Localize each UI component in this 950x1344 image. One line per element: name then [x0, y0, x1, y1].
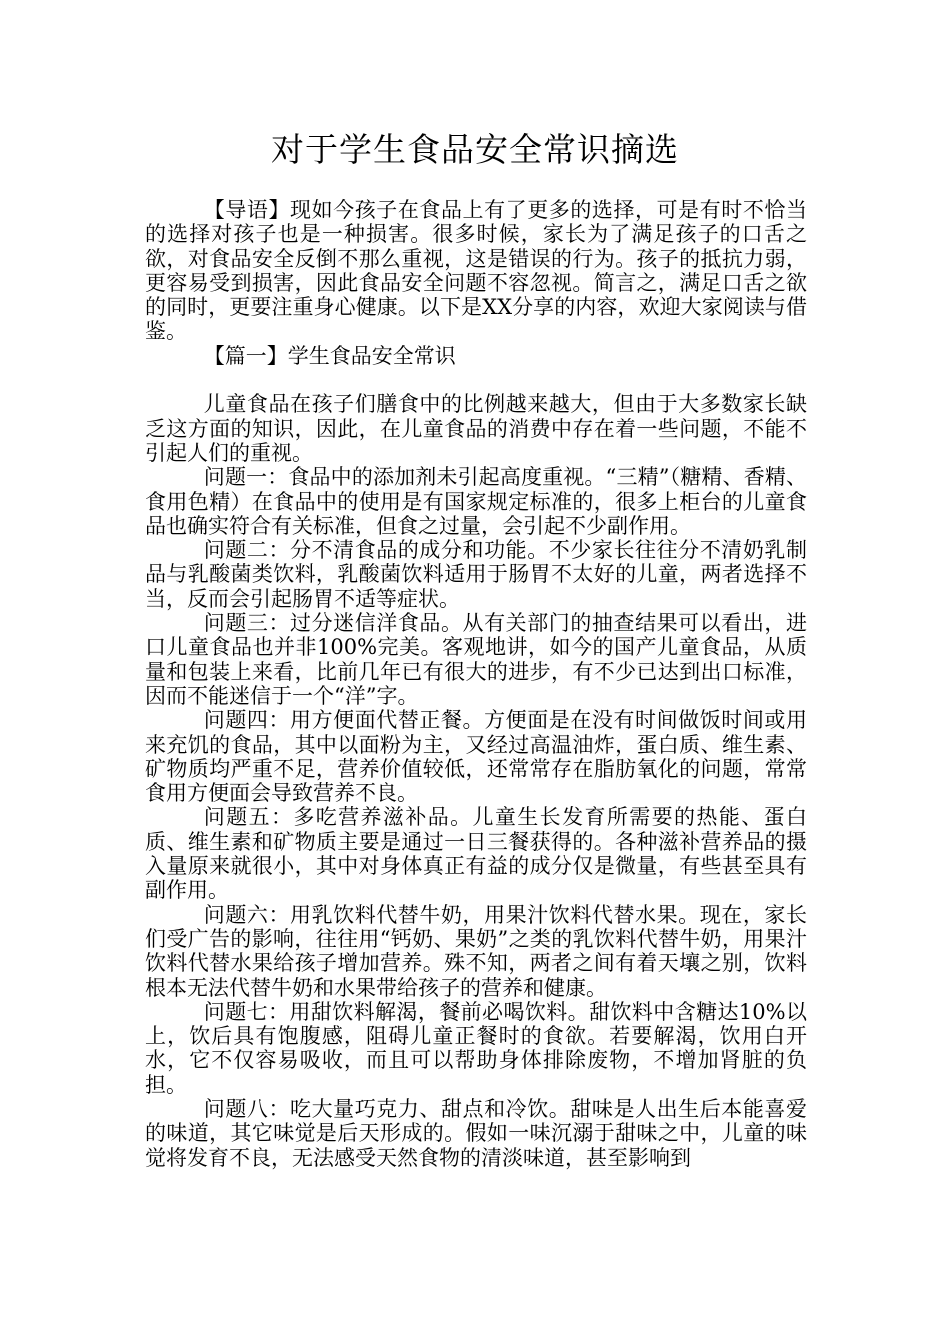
body-paragraph: 问题八：吃大量巧克力、甜点和冷饮。甜味是人出生后本能喜爱的味道，其它味觉是后天形成的。假如一味沉溺于甜味之中，儿童的味觉将发育不良，无法感受天然食物的清淡味道，甚至影响到: [145, 1096, 807, 1170]
body-paragraph: 问题五：多吃营养滋补品。儿童生长发育所需要的热能、蛋白质、维生素和矿物质主要是通过一日三餐获得的。各种滋补营养品的摄入量原来就很小，其中对身体真正有益的成分仅是微量，有些甚至具有副作用。: [145, 805, 807, 903]
document-body: [145, 198, 807, 1170]
body-paragraph: 问题三：过分迷信洋食品。从有关部门的抽查结果可以看出，进口儿童食品也并非100%完美。客观地讲，如今的国产儿童食品，从质量和包装上来看，比前几年已有很大的进步，有不少已达到出口标准，因而不能迷信于一个“洋”字。: [145, 611, 807, 708]
body-paragraph: 问题六：用乳饮料代替牛奶，用果汁饮料代替水果。现在，家长们受广告的影响，往往用“钙奶、果奶”之类的乳饮料代替牛奶，用果汁饮料代替水果给孩子增加营养。殊不知，两者之间有着天壤之别，饮料根本无法代替牛奶和水果带给孩子的营养和健康。: [145, 902, 807, 1000]
body-paragraph: 问题七：用甜饮料解渴，餐前必喝饮料。甜饮料中含糖达10%以上，饮后具有饱腹感，阻碍儿童正餐时的食欲。若要解渴，饮用白开水，它不仅容易吸收，而且可以帮助身体排除废物，不增加肾脏的负担。: [145, 999, 807, 1097]
blank-line: [145, 368, 807, 392]
body-paragraph: 儿童食品在孩子们膳食中的比例越来越大，但由于大多数家长缺乏这方面的知识，因此，在儿童食品的消费中存在着一些问题，不能不引起人们的重视。: [145, 392, 807, 465]
section-heading: 【篇一】学生食品安全常识: [203, 343, 456, 368]
body-paragraph: 问题二：分不清食品的成分和功能。不少家长往往分不清奶乳制品与乳酸菌类饮料，乳酸菌饮料适用于肠胃不太好的儿童，两者选择不当，反而会引起肠胃不适等症状。: [145, 538, 807, 611]
intro-paragraph: 【导语】现如今孩子在食品上有了更多的选择，可是有时不恰当的选择对孩子也是一种损害。很多时候，家长为了满足孩子的口舌之欲，对食品安全反倒不那么重视，这是错误的行为。孩子的抵抗力弱，更容易受到损害，因此食品安全问题不容忽视。简言之，满足口舌之欲的同时，更要注重身心健康。以下是XX分享的内容，欢迎大家阅读与借鉴。: [145, 198, 807, 344]
body-paragraph: 问题四：用方便面代替正餐。方便面是在没有时间做饭时间或用来充饥的食品，其中以面粉为主，又经过高温油炸，蛋白质、维生素、矿物质均严重不足，营养价值较低，还常常存在脂肪氧化的问题，常常食用方便面会导致营养不良。: [145, 708, 807, 806]
document-title: 对于学生食品安全常识摘选: [271, 130, 679, 169]
body-paragraph: 问题一：食品中的添加剂未引起高度重视。“三精”（糖精、香精、食用色精）在食品中的使用是有国家规定标准的，很多上柜台的儿童食品也确实符合有关标准，但食之过量，会引起不少副作用。: [145, 465, 807, 538]
